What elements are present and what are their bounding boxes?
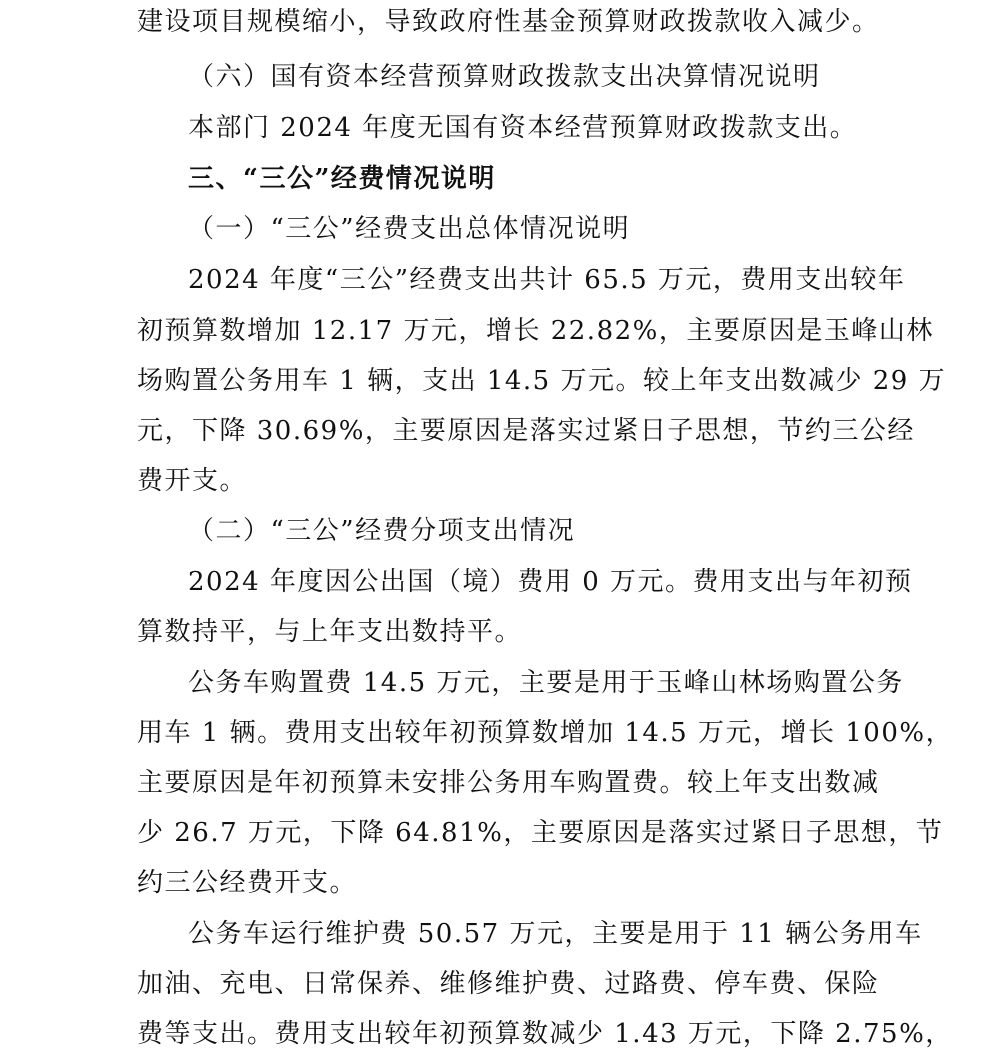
paragraph-line: 2024 年度“三公”经费支出共计 65.5 万元，费用支出较年 (188, 265, 906, 295)
paragraph-line: 场购置公务用车 1 辆，支出 14.5 万元。较上年支出数减少 29 万 (137, 366, 947, 396)
paragraph-line: 用车 1 辆。费用支出较年初预算数增加 14.5 万元，增长 100%， (137, 718, 954, 748)
paragraph-line: 本部门 2024 年度无国有资本经营预算财政拨款支出。 (188, 113, 858, 143)
paragraph-line: 费等支出。费用支出较年初预算数减少 1.43 万元，下降 2.75%， (137, 1019, 953, 1049)
paragraph-line: 初预算数增加 12.17 万元，增长 22.82%，主要原因是玉峰山林 (137, 316, 934, 346)
paragraph-line: 算数持平，与上年支出数持平。 (137, 617, 523, 647)
paragraph-line: 公务车购置费 14.5 万元，主要是用于玉峰山林场购置公务 (188, 668, 904, 698)
paragraph-line: 主要原因是年初预算未安排公务用车购置费。较上年支出数减 (137, 768, 880, 798)
paragraph-line: 2024 年度因公出国（境）费用 0 万元。费用支出与年初预 (188, 567, 913, 597)
paragraph-line: 建设项目规模缩小，导致政府性基金预算财政拨款收入减少。 (137, 7, 880, 37)
paragraph-line: 加油、充电、日常保养、维修维护费、过路费、停车费、保险 (137, 969, 880, 999)
subsection-heading: （二）“三公”经费分项支出情况 (188, 516, 576, 546)
paragraph-line: 约三公经费开支。 (137, 868, 358, 898)
paragraph-line: 少 26.7 万元，下降 64.81%，主要原因是落实过紧日子思想，节 (137, 818, 944, 848)
paragraph-line: 公务车运行维护费 50.57 万元，主要是用于 11 辆公务用车 (188, 919, 923, 949)
subsection-heading: （一）“三公”经费支出总体情况说明 (188, 214, 631, 244)
paragraph-line: 费开支。 (137, 466, 248, 496)
paragraph-line: 元，下降 30.69%，主要原因是落实过紧日子思想，节约三公经 (137, 416, 915, 446)
section-heading: 三、“三公”经费情况说明 (188, 164, 496, 194)
subsection-heading: （六）国有资本经营预算财政拨款支出决算情况说明 (188, 62, 821, 92)
